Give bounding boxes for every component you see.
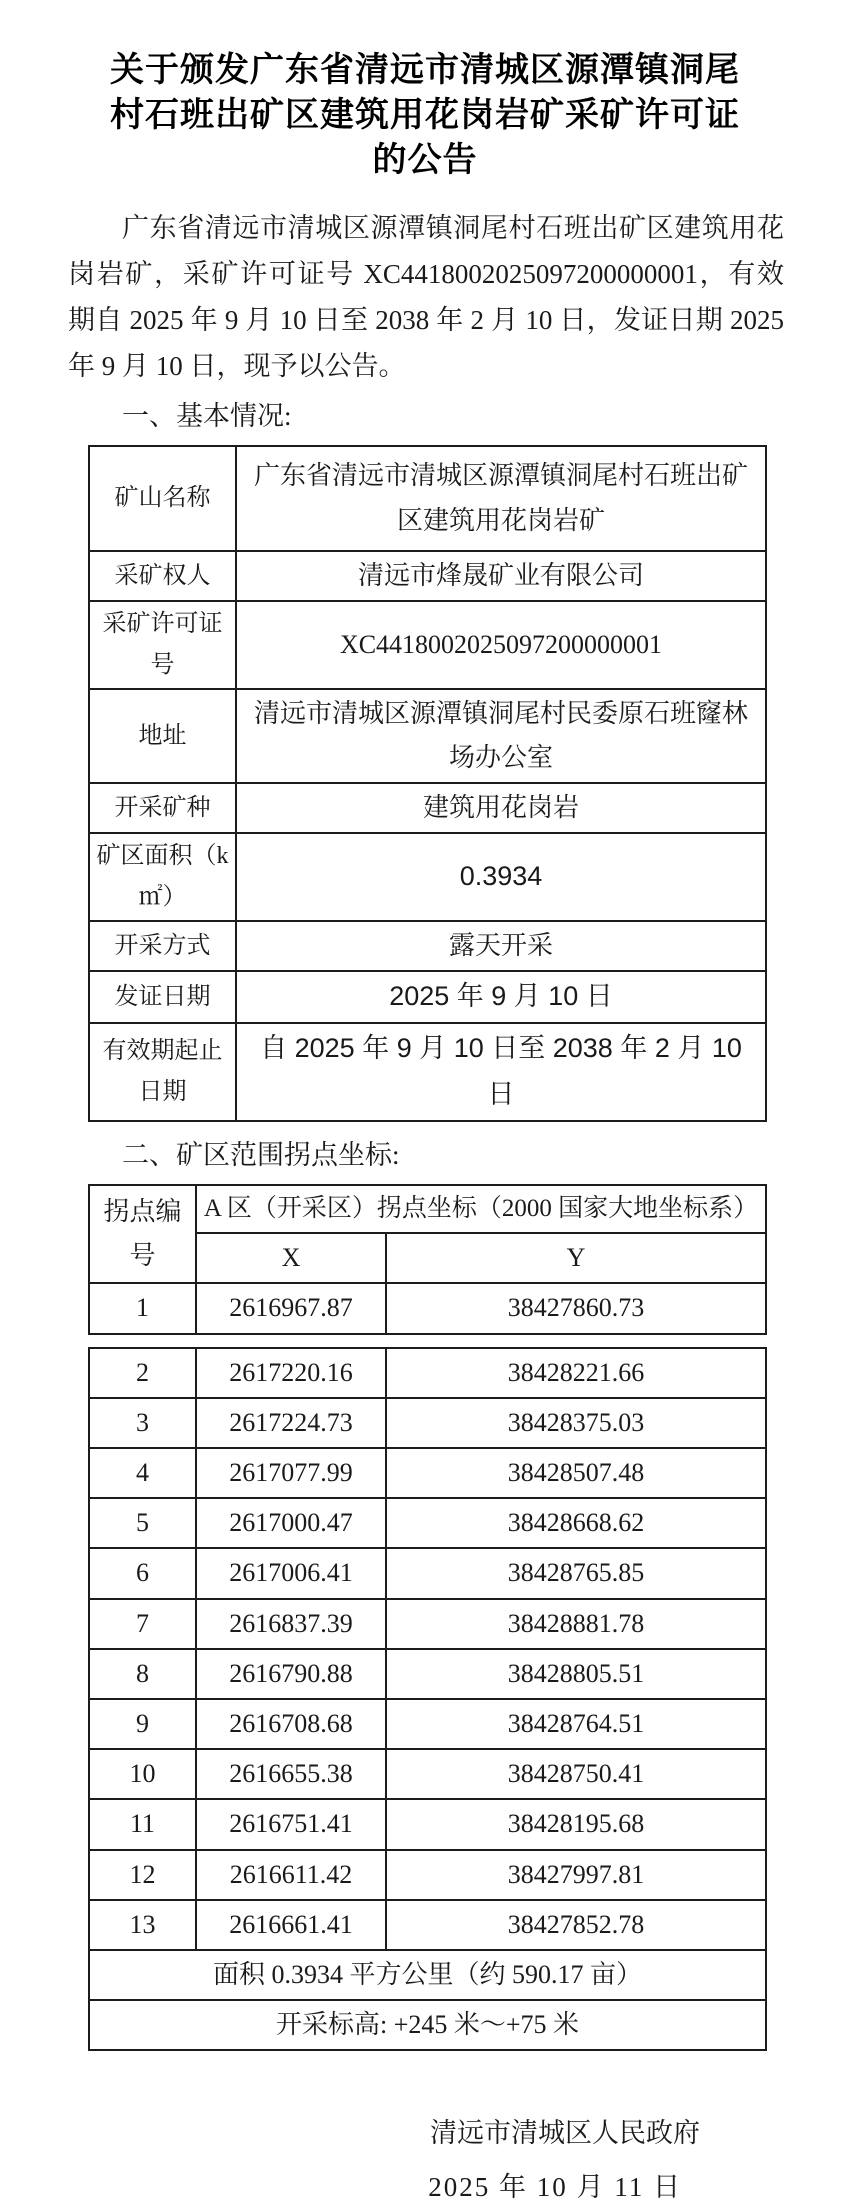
- point-x: 2617077.99: [196, 1448, 386, 1498]
- point-y: 38428668.62: [386, 1498, 766, 1548]
- point-x: 2617006.41: [196, 1548, 386, 1598]
- row-value: 广东省清远市清城区源潭镇洞尾村石班岀矿区建筑用花岗岩矿: [236, 446, 766, 551]
- area-note: 面积 0.3934 平方公里（约 590.17 亩）: [89, 1950, 766, 2000]
- point-y: 38427997.81: [386, 1850, 766, 1900]
- table-row: [89, 1448, 766, 1498]
- point-x: 2617220.16: [196, 1348, 386, 1398]
- row-label: 采矿权人: [89, 551, 236, 601]
- point-y: 38427860.73: [386, 1283, 766, 1333]
- table-row: [89, 921, 766, 971]
- row-value: 露天开采: [236, 921, 766, 971]
- col-header-y: Y: [386, 1233, 766, 1283]
- row-value: 清远市清城区源潭镇洞尾村民委原石班窿林场办公室: [236, 689, 766, 783]
- table-row: [89, 1900, 766, 1950]
- point-number: 8: [89, 1649, 196, 1699]
- title-line-3: 的公告: [372, 141, 478, 179]
- row-label: 有效期起止日期: [89, 1023, 236, 1121]
- row-value: 建筑用花岗岩: [236, 783, 766, 833]
- point-y: 38428881.78: [386, 1599, 766, 1649]
- point-number: 13: [89, 1900, 196, 1950]
- table-row: [89, 446, 766, 551]
- point-x: 2616661.41: [196, 1900, 386, 1950]
- point-x: 2616708.68: [196, 1699, 386, 1749]
- point-y: 38427852.78: [386, 1900, 766, 1950]
- row-label: 发证日期: [89, 971, 236, 1023]
- title-line-2: 村石班岀矿区建筑用花岗岩矿采矿许可证: [110, 96, 740, 134]
- point-number: 9: [89, 1699, 196, 1749]
- point-y: 38428764.51: [386, 1699, 766, 1749]
- row-value: XC4418002025097200000001: [236, 601, 766, 689]
- table-row: [89, 689, 766, 783]
- table-row: [89, 971, 766, 1023]
- table-row: [89, 551, 766, 601]
- col-header-point: 拐点编号: [89, 1185, 196, 1284]
- row-value: 2025 年 9 月 10 日: [236, 971, 766, 1023]
- point-x: 2617000.47: [196, 1498, 386, 1548]
- point-y: 38428195.68: [386, 1799, 766, 1849]
- col-header-x: X: [196, 1233, 386, 1283]
- intro-paragraph: 广东省清远市清城区源潭镇洞尾村石班岀矿区建筑用花岗岩矿，采矿许可证号 XC4418002025097200000001，有效期自 2025 年 9 月 10 日至 2038 年 2 月 10 日，发证日期 2025 年 9 月 10 日，现予以公告。: [68, 213, 784, 381]
- table-row: [89, 1283, 766, 1333]
- point-number: 3: [89, 1398, 196, 1448]
- point-x: 2616967.87: [196, 1283, 386, 1333]
- row-label: 地址: [89, 689, 236, 783]
- row-label: 采矿许可证号: [89, 601, 236, 689]
- point-number: 10: [89, 1749, 196, 1799]
- section2-heading: 二、矿区范围拐点坐标:: [122, 1139, 400, 1170]
- point-number: 1: [89, 1283, 196, 1333]
- point-number: 2: [89, 1348, 196, 1398]
- table-row: [89, 1498, 766, 1548]
- row-value: 清远市烽晟矿业有限公司: [236, 551, 766, 601]
- table-row: [89, 1649, 766, 1699]
- point-y: 38428507.48: [386, 1448, 766, 1498]
- point-x: 2616837.39: [196, 1599, 386, 1649]
- table-row: [89, 783, 766, 833]
- table-row: [89, 1023, 766, 1121]
- table-row: [89, 601, 766, 689]
- row-value: 0.3934: [236, 833, 766, 921]
- point-number: 7: [89, 1599, 196, 1649]
- issue-date: 2025 年 10 月 11 日: [428, 2172, 682, 2203]
- page-break-gap: [0, 1335, 850, 1347]
- point-y: 38428221.66: [386, 1348, 766, 1398]
- table-row: [89, 1850, 766, 1900]
- basic-info-table: [88, 445, 767, 1122]
- point-y: 38428765.85: [386, 1548, 766, 1598]
- title-line-1: 关于颁发广东省清远市清城区源潭镇洞尾: [110, 51, 740, 89]
- table-row: [89, 1699, 766, 1749]
- point-y: 38428805.51: [386, 1649, 766, 1699]
- row-label: 开采矿种: [89, 783, 236, 833]
- area-note-row: [89, 1950, 766, 2000]
- table-row: [89, 833, 766, 921]
- signoff-block: [0, 2113, 850, 2207]
- coords-table-part2: [88, 1347, 767, 2052]
- row-label: 矿山名称: [89, 446, 236, 551]
- coords-header-row: [89, 1185, 766, 1234]
- point-y: 38428750.41: [386, 1749, 766, 1799]
- point-number: 11: [89, 1799, 196, 1849]
- section1-heading: 一、基本情况:: [122, 401, 292, 431]
- point-number: 4: [89, 1448, 196, 1498]
- point-number: 6: [89, 1548, 196, 1598]
- point-y: 38428375.03: [386, 1398, 766, 1448]
- elevation-note-row: [89, 2000, 766, 2050]
- table-row: [89, 1799, 766, 1849]
- table-row: [89, 1749, 766, 1799]
- point-number: 12: [89, 1850, 196, 1900]
- row-value: 自 2025 年 9 月 10 日至 2038 年 2 月 10 日: [236, 1023, 766, 1121]
- table-row: [89, 1348, 766, 1398]
- coords-table-part1: [88, 1184, 767, 1335]
- col-header-group: A 区（开采区）拐点坐标（2000 国家大地坐标系）: [196, 1185, 766, 1234]
- row-label: 矿区面积（k㎡）: [89, 833, 236, 921]
- row-label: 开采方式: [89, 921, 236, 971]
- point-x: 2616790.88: [196, 1649, 386, 1699]
- point-x: 2616751.41: [196, 1799, 386, 1849]
- point-x: 2616611.42: [196, 1850, 386, 1900]
- table-row: [89, 1599, 766, 1649]
- point-number: 5: [89, 1498, 196, 1548]
- point-x: 2616655.38: [196, 1749, 386, 1799]
- elevation-note: 开采标高: +245 米～+75 米: [89, 2000, 766, 2050]
- table-row: [89, 1548, 766, 1598]
- page-title: [0, 48, 850, 183]
- issuer-name: 清远市清城区人民政府: [430, 2118, 700, 2149]
- point-x: 2617224.73: [196, 1398, 386, 1448]
- table-row: [89, 1398, 766, 1448]
